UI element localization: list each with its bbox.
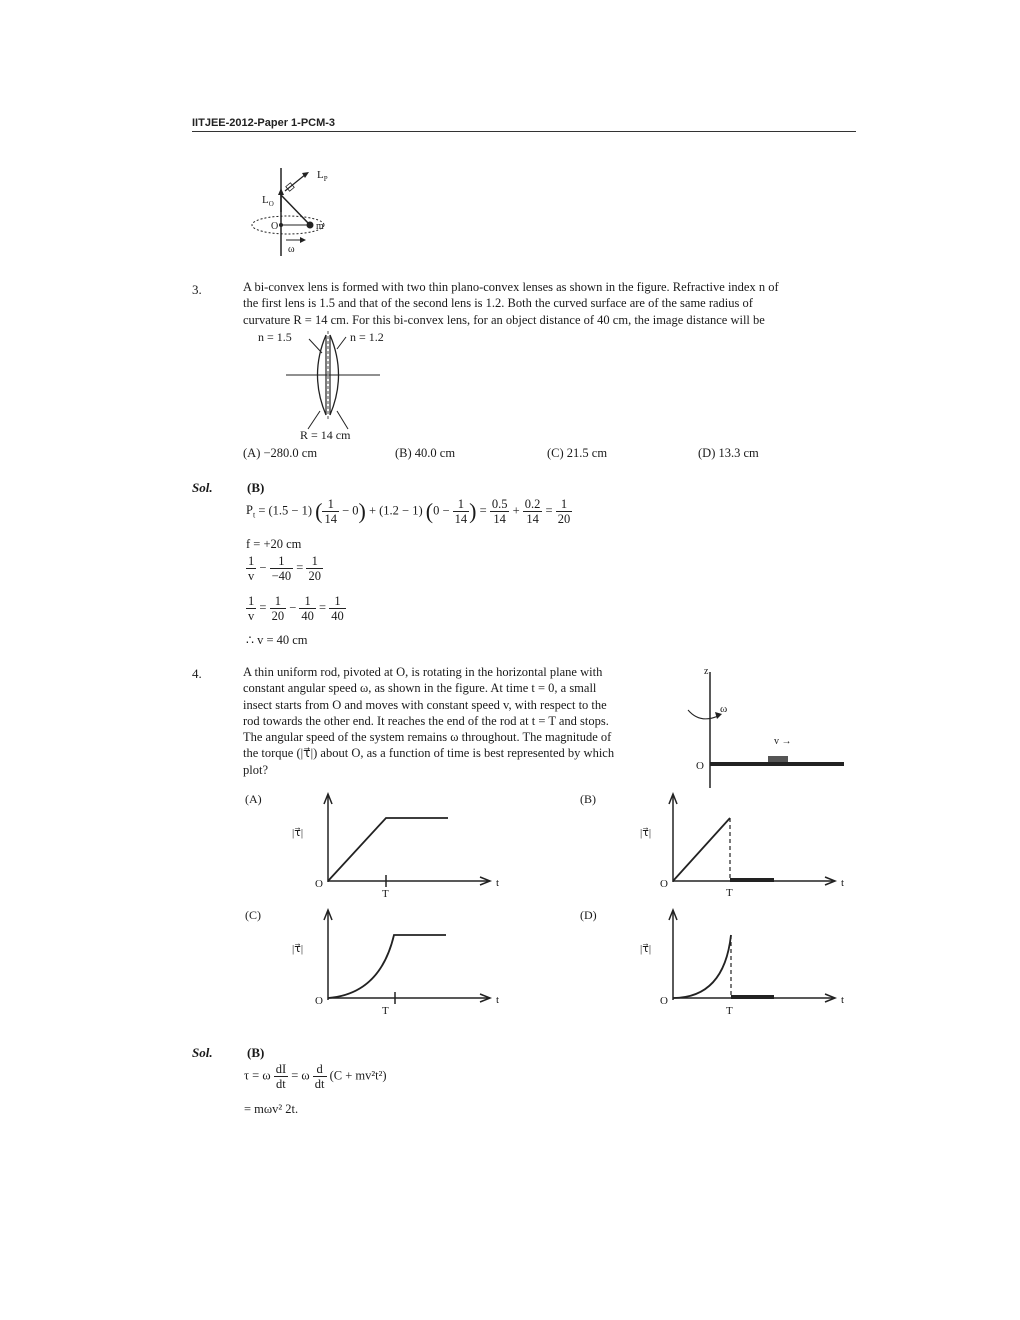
eq2-term: = [296, 560, 304, 575]
sol3-equation-1: $P_t = (1.5 - 1)$ ( $\frac{1}{14}$ − 0) + (1.2 − 1) (0 − $\frac{1}{14}$ ) = $\frac{0.5}{14}$ + $\frac{0.2}{14}$ = $\frac{1}{20}$ [246, 497, 571, 526]
y-label: |τ⃗| [640, 943, 652, 955]
x-label: t [496, 877, 500, 889]
origin-label: O [660, 878, 668, 890]
tick-label: T [382, 1005, 389, 1017]
torque-curve [328, 935, 446, 998]
plot-c[interactable] [245, 908, 499, 1017]
biconvex-lens-figure [250, 327, 420, 445]
page-header: IITJEE-2012-Paper 1-PCM-3 [192, 117, 336, 129]
plot-b[interactable] [580, 792, 844, 899]
q3-number: 3. [192, 282, 202, 297]
q4-line: insect starts from O and moves with constant speed v, with respect to the [243, 697, 607, 712]
sol3-label: Sol. [192, 480, 213, 495]
sol3-result: ∴ v = 40 cm [246, 633, 308, 647]
origin-label: O [315, 878, 323, 890]
sol4-equation-1 [244, 1062, 387, 1091]
plot-label: (C) [245, 908, 261, 922]
q3-option-a[interactable]: (A) −280.0 cm [243, 446, 318, 460]
q4-line: The angular speed of the system remains ω throughout. The magnitude of [243, 730, 612, 745]
plot-d[interactable] [580, 908, 844, 1017]
q3-text [243, 279, 855, 328]
angular-momentum-figure [240, 160, 350, 260]
torque-curve [328, 818, 448, 881]
q3-line: A bi-convex lens is formed with two thin plano-convex lenses as shown in the figure. Refractive index n of [243, 280, 779, 294]
origin-label: O [660, 995, 668, 1007]
q3-option-c[interactable]: (C) 21.5 cm [547, 446, 608, 460]
x-label: t [841, 994, 845, 1006]
eq1-term: + (1.2 − 1) [368, 503, 423, 518]
eq2-fraction: $\frac{1}{20}$ [308, 554, 321, 583]
eq3-term: − [289, 600, 297, 615]
header-rule [192, 131, 856, 132]
rotating-rod-figure [678, 660, 848, 790]
eq1-term: + [512, 503, 520, 518]
sol3-answer: (B) [247, 480, 265, 495]
y-label: |τ⃗| [640, 827, 652, 839]
x-label: t [496, 994, 500, 1006]
power-symbol: $P_t$ [246, 503, 256, 520]
eq-fraction: $\frac{dI}{dt}$ [275, 1062, 287, 1091]
q3-option-d[interactable]: (D) 13.3 cm [698, 446, 759, 460]
eq1-fraction: $\frac{1}{20}$ [557, 497, 571, 526]
q4-number: 4. [192, 666, 202, 681]
plot-a[interactable] [245, 792, 499, 900]
velocity-label: v → [774, 736, 792, 747]
eq-term: (C + mv²t²) [329, 1068, 387, 1083]
q4-text [243, 664, 668, 778]
r-pointer-left [308, 411, 320, 429]
eq1-term: 0 − [433, 503, 450, 518]
eq2-term: − [259, 560, 267, 575]
eq3-term: = [319, 600, 327, 615]
r-pointer-right [337, 411, 348, 429]
q4-line: the torque (|τ⃗|) about O, as a function of time is best represented by which [243, 746, 615, 761]
tick-label: T [726, 1005, 733, 1017]
eq-fraction: $\frac{d}{dt}$ [314, 1062, 325, 1091]
lp-label: $L_P$ [317, 169, 328, 183]
tick-label: T [382, 888, 389, 900]
n2-pointer [337, 337, 346, 349]
plot-label: (A) [245, 792, 262, 806]
pivot-point [279, 223, 283, 227]
eq-term: τ = ω [244, 1068, 271, 1083]
insect [768, 756, 788, 762]
q4-line: rod towards the other end. It reaches the end of the rod at t = T and stops. [243, 713, 609, 728]
plot-label: (D) [580, 908, 597, 922]
eq1-fraction: $\frac{0.2}{14}$ [524, 497, 541, 526]
focal-length-line: f = +20 cm [246, 537, 302, 551]
torque-curve [673, 935, 731, 998]
q4-line: A thin uniform rod, pivoted at O, is rotating in the horizontal plane with [243, 665, 603, 679]
q3-line: curvature R = 14 cm. For this bi-convex lens, for an object distance of 40 cm, the image distance will be [243, 312, 765, 327]
sol3-equation-2 [246, 554, 323, 583]
n1-label: n = 1.5 [258, 330, 292, 344]
eq1-term: − 0 [342, 503, 359, 518]
torque-plots [240, 790, 860, 1025]
eq1-term: = [479, 503, 487, 518]
string-line [281, 195, 310, 225]
o-label: O [271, 221, 279, 232]
q3-line: the first lens is 1.5 and that of the second lens is 1.2. Both the curved surface are of the same radius of [243, 296, 753, 311]
y-label: |τ⃗| [292, 827, 304, 839]
x-label: t [841, 877, 845, 889]
eq-term: = ω [291, 1068, 310, 1083]
lo-arrowhead [278, 188, 284, 195]
eq1-fraction: $\frac{1}{14}$ [454, 497, 468, 526]
mass-point [307, 222, 314, 229]
plot-label: (B) [580, 792, 596, 806]
eq3-fraction: $\frac{1}{40}$ [301, 594, 314, 623]
sol4-answer: (B) [247, 1045, 265, 1060]
y-label: |τ⃗| [292, 943, 304, 955]
eq2-fraction: $\frac{1}{-40}$ [271, 554, 292, 583]
omega-label: ω [288, 244, 295, 255]
m-label: m [316, 221, 324, 232]
origin-label: O [315, 995, 323, 1007]
q3-option-b[interactable]: (B) 40.0 cm [395, 446, 456, 460]
lp-vector [285, 174, 306, 191]
eq2-fraction: $\frac{1}{v}$ [248, 554, 255, 583]
sol4-label: Sol. [192, 1045, 213, 1060]
eq1-fraction: $\frac{1}{14}$ [324, 497, 337, 526]
eq3-term: = [259, 600, 267, 615]
eq3-fraction: $\frac{1}{v}$ [248, 594, 255, 623]
rotation-arc [688, 710, 718, 719]
q4-line: plot? [243, 762, 268, 777]
sol4-equation-2: = mωv² 2t. [244, 1102, 299, 1116]
eq1-term: = (1.5 − 1) [258, 503, 312, 518]
omega-arrowhead [300, 237, 306, 243]
sol3-equation-3 [246, 594, 346, 623]
q4-line: constant angular speed ω, as shown in the figure. At time t = 0, a small [243, 681, 597, 696]
radius-label: R = 14 cm [300, 428, 351, 442]
z-axis-label: z [704, 666, 709, 677]
n2-label: n = 1.2 [350, 330, 384, 344]
lo-label: $L_O$ [262, 194, 274, 208]
eq1-term: = [545, 503, 553, 518]
omega-label: ω [720, 703, 728, 715]
tick-label: T [726, 887, 733, 899]
eq3-fraction: $\frac{1}{20}$ [271, 594, 285, 623]
eq1-fraction: $\frac{0.5}{14}$ [491, 497, 508, 526]
pivot-o-label: O [696, 760, 704, 772]
torque-curve [673, 818, 730, 881]
eq3-fraction: $\frac{1}{40}$ [331, 594, 344, 623]
